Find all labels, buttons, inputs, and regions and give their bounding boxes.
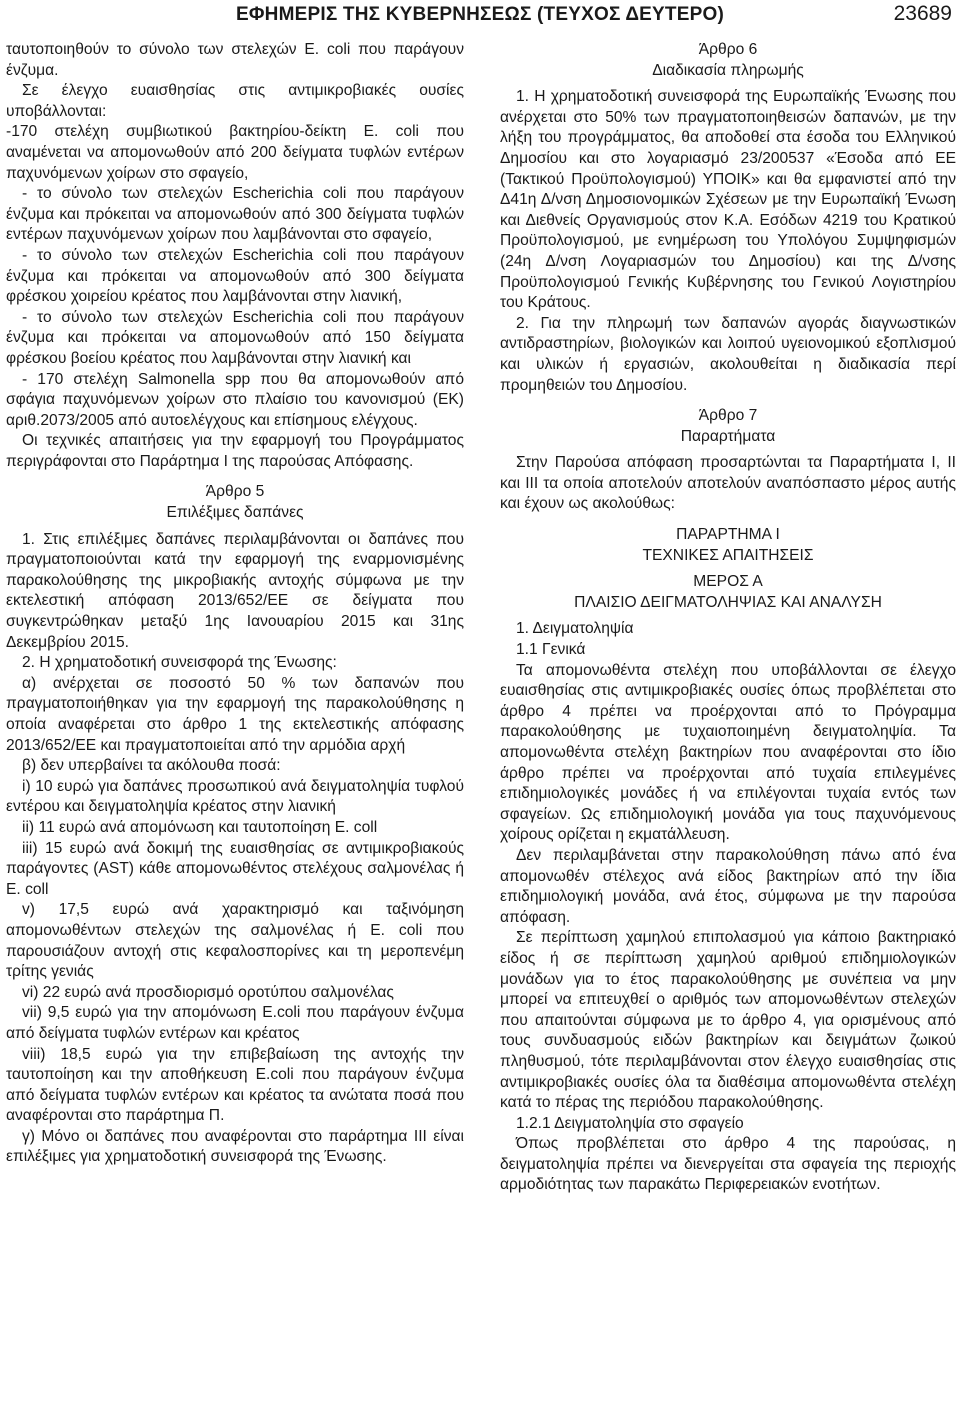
- page-number: 23689: [893, 2, 952, 25]
- paragraph: - το σύνολο των στελεχών Escherichia coli που παράγουν ένζυμα και πρόκειται να απομονωθούν από 150 δείγματα φρέσκου βοείου κρέατος που λαμβάνονται στην λιανική και: [6, 308, 464, 367]
- paragraph: vii) 9,5 ευρώ για την απομόνωση E.coli που παράγουν ένζυμα από δείγματα τυφλών εντέρων και κρέατος: [6, 1004, 464, 1042]
- paragraph: 2. Για την πληρωμή των δαπανών αγοράς διαγνωστικών αντιδραστηρίων, βιολογικών και λοιπού υγειονομικού εξοπλισμού και υλικών ή εργασιών, ακολουθείται η διαδικασία περί προμηθειών του Δημοσίου.: [500, 314, 956, 394]
- gazette-title: ΕΦΗΜΕΡΙΣ ΤΗΣ ΚΥΒΕΡΝΗΣΕΩΣ (ΤΕΥΧΟΣ ΔΕΥΤΕΡΟ): [236, 4, 724, 25]
- paragraph: vi) 22 ευρώ ανά προσδιορισμό οροτύπου σαλμονέλας: [22, 983, 394, 1001]
- article-7-title: Παραρτήματα: [680, 427, 776, 445]
- paragraph: Όπως προβλέπεται στο άρθρο 4 της παρούσας, η δειγματοληψία πρέπει να διενεργείται στα σφαγεία της περιοχής αρμοδιότητας των παρακάτω Περιφερειακών ενοτήτων.: [500, 1135, 956, 1194]
- section-heading: 1.2.1 Δειγματοληψία στο σφαγείο: [516, 1114, 744, 1132]
- paragraph: α) ανέρχεται σε ποσοστό 50 % των δαπανών που πραγματοποιήθηκαν για την εφαρμογή της παρακολούθησης η οποία αναφέρεται στο άρθρο 1 της εκτελεστικής απόφασης 2013/652/ΕΕ και πραγματοποιείται από την αρμόδια αρχή: [6, 674, 464, 754]
- article-5-number: Άρθρο 5: [205, 483, 265, 501]
- article-5-title: Επιλέξιμες δαπάνες: [166, 504, 304, 522]
- annex-heading: ΠΑΡΑΡΤΗΜΑ Ι: [676, 526, 780, 544]
- article-6-title: Διαδικασία πληρωμής: [652, 61, 804, 79]
- section-heading: 1. Δειγματοληψία: [516, 620, 634, 638]
- paragraph: - το σύνολο των στελεχών Escherichia coli που παράγουν ένζυμα και πρόκειται να απομονωθούν από 300 δείγματα τυφλών εντέρων παχυνόμενων χοίρων που λαμβάνονται στο σφαγείο,: [6, 185, 464, 244]
- article-7-number: Άρθρο 7: [698, 407, 758, 425]
- paragraph: i) 10 ευρώ για δαπάνες προσωπικού ανά δειγματοληψία τυφλού εντέρου και δειγματοληψία κρέατος στην λιανική: [6, 777, 464, 816]
- paragraph: - 170 στελέχη Salmonella spp που θα απομονωθούν από σφάγια παχυνόμενων χοίρων στο πλαίσιο του κανονισμού (ΕΚ) αριθ.2073/2005 από αυτοελέγχους και επίσημους ελέγχους.: [6, 370, 464, 429]
- paragraph: Δεν περιλαμβάνεται στην παρακολούθηση πάνω από ένα απομονωθέν στέλεχος ανά είδος βακτηρίων από την ίδια επιδημιολογική μονάδα, ανά έτος, σύμφωνα με την παρούσα απόφαση.: [500, 846, 956, 926]
- paragraph: Στην Παρούσα απόφαση προσαρτώνται τα Παραρτήματα Ι, ΙΙ και ΙΙΙ τα οποία αποτελούν αποτελούν αναπόσπαστο μέρος αυτής και έχουν ως ακολούθως:: [500, 454, 956, 513]
- part-title: ΠΛΑΙΣΙΟ ΔΕΙΓΜΑΤΟΛΗΨΙΑΣ ΚΑΙ ΑΝΑΛΥΣΗ: [574, 593, 882, 611]
- paragraph: viii) 18,5 ευρώ για την επιβεβαίωση της αντοχής την ταυτοποίηση και την αποθήκευση E.coli που παράγουν ένζυμα από δείγματα τυφλών εντέρων και κρέατος τα ανώτατα ποσά που αναφέρονται στο παράρτημα Π.: [6, 1045, 464, 1125]
- paragraph: ταυτοποιηθούν το σύνολο των στελεχών E. coli που παράγουν ένζυμα.: [6, 41, 464, 79]
- paragraph: 1. Η χρηματοδοτική συνεισφορά της Ευρωπαϊκής Ένωσης που ανέρχεται στο 50% των πραγματοποιηθεισών δαπανών, με την λήξη του προγράμματος, θα αποδοθεί στα έσοδα του Ελληνικού Δημοσίου και στο λογαριασμό 23/200537 «Έσοδα από ΕΕ (Τακτικού Προϋπολογισμού) ΥΠΟΙΚ» και θα εμφανιστεί από την Δ41η Δ/νση Δημοσιονομικών Σχέσεων με την Ευρωπαϊκή Ένωση και Διεθνείς Οργανισμούς στον Κ.Α. Εσόδων 4219 του Κρατικού Προϋπολογισμού, με ενημέρωση του Υπολόγου Συμψηφισμών (24η Δ/νση Λογαριασμών του Δημοσίου) και της Δ/νσης Προϋπολογισμού Γενικής Κυβέρνησης του Γενικού Λογιστηρίου του Κράτους.: [500, 88, 956, 312]
- section-heading: 1.1 Γενικά: [516, 641, 586, 659]
- paragraph: Οι τεχνικές απαιτήσεις για την εφαρμογή του Προγράμματος περιγράφονται στο Παράρτημα Ι της παρούσας Απόφασης.: [6, 432, 464, 470]
- paragraph: ii) 11 ευρώ ανά απομόνωση και ταυτοποίηση E. coll: [22, 818, 378, 836]
- paragraph: γ) Μόνο οι δαπάνες που αναφέρονται στο παράρτημα ΙΙΙ είναι επιλέξιμες για χρηματοδοτική συνεισφορά της Ένωσης.: [6, 1127, 464, 1166]
- part-heading: ΜΕΡΟΣ Α: [693, 573, 763, 591]
- paragraph: iii) 15 ευρώ ανά δοκιμή της ευαισθησίας σε αντιμικροβιακούς παράγοντες (AST) κάθε απομονωθέντος στελέχους σαλμονέλας ή E. coll: [6, 839, 464, 898]
- page-header: [0, 0, 960, 34]
- paragraph: Τα απομονωθέντα στελέχη που υποβάλλονται σε έλεγχο ευαισθησίας στις αντιμικροβιακές ουσίες όπως προβλέπεται στο άρθρο 4 πρέπει να προέρχονται από το Πρόγραμμα παρακολούθησης με τυχαιοποιημένη δειγματοληψία. Τα απομονωθέντα στελέχη βακτηρίων που αναφέρονται στο ίδιο άρθρο πρέπει να προέρχονται από τυχαία επιλεγμένες επιδημιολογικές μονάδες ή να επιλέγονται τυχαία εντός των σφαγείων. Ως επιδημιολογική μονάδα για τους παχυνόμενους χοίρους ορίζεται η εκματάλλευση.: [500, 661, 956, 844]
- annex-title: ΤΕΧΝΙΚΕΣ ΑΠΑΙΤΗΣΕΙΣ: [642, 546, 814, 564]
- paragraph: β) δεν υπερβαίνει τα ακόλουθα ποσά:: [22, 757, 281, 775]
- paragraph: -170 στελέχη συμβιωτικού βακτηρίου-δείκτη E. coli που αναμένεται να απομονωθούν από 200 δείγματα τυφλών εντέρων παχυνόμενων χοίρων στο σφαγείο,: [6, 123, 464, 182]
- paragraph: 2. Η χρηματοδοτική συνεισφορά της Ένωσης:: [22, 654, 337, 672]
- paragraph: Σε έλεγχο ευαισθησίας στις αντιμικροβιακές ουσίες υποβάλλονται:: [6, 82, 464, 120]
- paragraph: - το σύνολο των στελεχών Escherichia coli που παράγουν ένζυμα και πρόκειται να απομονωθούν από 300 δείγματα φρέσκου χοιρείου κρέατος που λαμβάνονται στην λιανική,: [6, 246, 464, 306]
- right-column: [500, 40, 956, 1196]
- paragraph: Σε περίπτωση χαμηλού επιπολασμού για κάποιο βακτηριακό είδος ή σε περίπτωση χαμηλού αριθμού επιδημιολογικών μονάδων για το έτος παρακολούθησης με συνέπεια να μην μπορεί να επιτευχθεί ο αριθμός των απομονωθέντων στελεχών που απαιτούνται σύμφωνα με το άρθρο 4, για ορισμένους από τους συνδυασμούς ειδών βακτηρίων και δειγμάτων ζωικού πληθυσμού, τότε περιλαμβάνονται στον έλεγχο ευαισθησίας στις αντιμικροβιακές ουσίες όλα τα διαθέσιμα απομονωθέντα στελέχη κατά το πέρας της περιόδου παρακολούθησης.: [500, 929, 956, 1112]
- paragraph: 1. Στις επιλέξιμες δαπάνες περιλαμβάνονται οι δαπάνες που πραγματοποιούνται κατά την εφαρμογή της εναρμονισμένης παρακολούθησης της μικροβιακής αντοχής σύμφωνα με την εκτελεστική απόφαση 2013/652/ΕΕ σε δείγματα που συγκεντρώθηκαν μεταξύ 1ης Ιανουαρίου 2015 και 31ης Δεκεμβρίου 2015.: [6, 530, 464, 651]
- paragraph: v) 17,5 ευρώ ανά χαρακτηρισμό και ταξινόμηση απομονωθέντων στελεχών της σαλμονέλας ή E. coli που παρουσιάζουν αντοχή στις κεφαλοσπορίνες και τη μεροπενέμη τρίτης γενιάς: [6, 901, 464, 981]
- left-column: [6, 40, 464, 1168]
- article-6-number: Άρθρο 6: [698, 41, 758, 58]
